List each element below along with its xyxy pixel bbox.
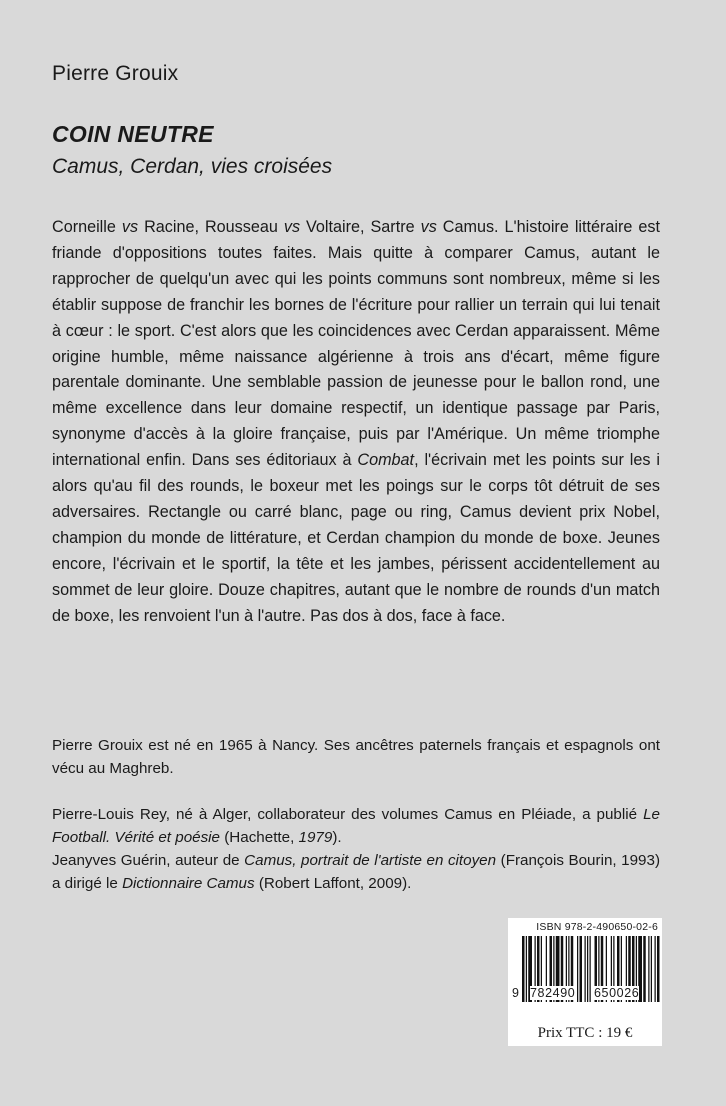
barcode-bar xyxy=(587,936,588,1002)
book-title: COIN NEUTRE xyxy=(52,121,214,147)
credit-text: (Robert Laffont, 2009). xyxy=(254,875,412,892)
barcode-bar xyxy=(655,936,656,1002)
barcode-bar xyxy=(651,936,652,1002)
book-subtitle: Camus, Cerdan, vies croisées xyxy=(52,155,333,178)
blurb-italic: vs xyxy=(420,218,437,236)
author-name: Pierre Grouix xyxy=(52,62,179,85)
barcode-bar xyxy=(648,936,649,1002)
credit-text: Jeanyves Guérin, auteur de xyxy=(52,852,245,869)
barcode-bar xyxy=(643,936,646,1002)
credit-text: (Hachette, xyxy=(220,829,299,846)
blurb-text: Voltaire, Sartre xyxy=(300,218,421,236)
credit-book-title: Camus, portrait de l'artiste en citoyen xyxy=(244,852,497,869)
contributors xyxy=(52,803,660,895)
blurb-text: Racine, Rousseau xyxy=(138,218,284,236)
barcode-bar xyxy=(577,936,578,1002)
credit-text: (François Bourin, 1993) a dirigé le xyxy=(52,852,661,892)
contributor-guerin xyxy=(52,849,660,895)
blurb-italic: vs xyxy=(121,218,139,236)
back-cover-blurb xyxy=(52,215,660,630)
blurb-paragraph xyxy=(52,215,660,630)
barcode-bar xyxy=(526,936,527,1002)
barcode-bar xyxy=(580,936,583,1002)
barcode-bar xyxy=(657,936,660,1002)
barcode-bar xyxy=(585,936,586,1002)
credit-text: ). xyxy=(332,829,342,846)
blurb-text: , l'écrivain met les points sur les i alors qu'au fil des rounds, le boxeur met les poings sur le corps tôt détruit de ses adversaires. Rectangle ou carré blanc, page ou ring, Camus devient prix Nobel, champion du monde de littérature, et Cerdan champion du monde de boxe. Jeunes encore, l'écrivain et le sportif, la tête et les jambes, périssent accidentellement au sommet de leur gloire. Douze chapitres, autant que le nombre de rounds d'un match de boxe, les renvoient l'un à l'autre. Pas dos à dos, face à face. xyxy=(52,451,660,625)
credit-text: Pierre-Louis Rey, né à Alger, collaborateur des volumes Camus en Pléiade, a publié xyxy=(52,806,644,823)
barcode-block xyxy=(508,918,662,1046)
barcode-bar xyxy=(522,936,525,1002)
blurb-text: Camus. L'histoire littéraire est friande d'oppositions toutes faites. Mais quitte à comparer Camus, autant le rapprocher de quelqu'un avec qui les points communs sont nombreux, même si les établir suppose de franchir les bornes de l'écriture pour rallier un terrain qui lui tenait à cœur : le sport. C'est alors que les coincidences avec Cerdan apparaissent. Même origine humble, même naissance algérienne à trois ans d'écart, même figure parentale dominante. Une semblable passion de jeunesse pour le ballon rond, une même excellence dans leur domaine respectif, un identique passage par Paris, synonyme d'accès à la gloire française, puis par l'Amérique. Un même triomphe international enfin. Dans ses éditoriaux à xyxy=(52,218,660,470)
barcode-group-right: 650026 xyxy=(594,986,640,1000)
blurb-italic: Combat xyxy=(357,451,415,470)
credit-book-title: Le Football. Vérité et poésie xyxy=(52,806,660,846)
barcode-digit-first: 9 xyxy=(512,986,520,1000)
author-bio: Pierre Grouix est né en 1965 à Nancy. Ses ancêtres paternels français et espagnols ont vécu au Maghreb. xyxy=(52,737,660,777)
barcode-group-left: 782490 xyxy=(530,986,576,1000)
price-label: Prix TTC : 19 € xyxy=(537,1025,633,1041)
contributor-rey xyxy=(52,803,660,849)
credit-year: 1979 xyxy=(298,829,333,846)
isbn-label: ISBN 978-2-490650-02-6 xyxy=(536,921,658,933)
credit-book-title: Dictionnaire Camus xyxy=(122,875,255,892)
barcode-bar xyxy=(590,936,591,1002)
blurb-italic: vs xyxy=(283,218,301,236)
blurb-text: Corneille xyxy=(52,218,122,236)
